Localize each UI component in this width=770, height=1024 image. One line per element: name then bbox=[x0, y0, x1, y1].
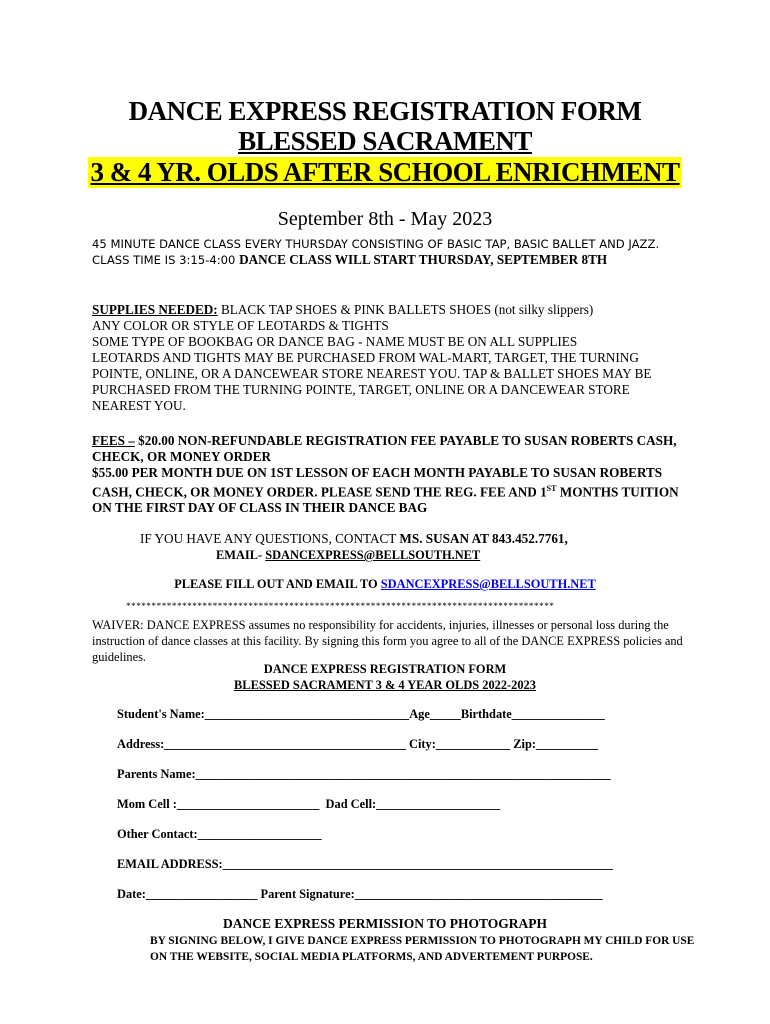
season-dates: September 8th - May 2023 bbox=[277, 208, 493, 230]
parents-name-field[interactable]: Parents Name:___________________________________________________________________ bbox=[117, 767, 611, 781]
form-title: DANCE EXPRESS REGISTRATION FORM bbox=[128, 96, 642, 126]
program-title: 3 & 4 YR. OLDS AFTER SCHOOL ENRICHMENT bbox=[90, 157, 680, 187]
fees-superscript: ST bbox=[546, 484, 557, 493]
supplies-line-1: BLACK TAP SHOES & PINK BALLETS SHOES (not silky slippers) bbox=[217, 302, 594, 317]
registration-form-subtitle: BLESSED SACRAMENT 3 & 4 YEAR OLDS 2022-2023 bbox=[234, 678, 536, 692]
contact-email-label: EMAIL- bbox=[216, 548, 266, 562]
contact-email: SDANCEXPRESS@BELLSOUTH.NET bbox=[265, 548, 481, 562]
contact-email-line bbox=[216, 547, 616, 563]
contact-prefix: IF YOU HAVE ANY QUESTIONS, CONTACT bbox=[140, 531, 400, 546]
date-signature-field[interactable]: Date:__________________ Parent Signature:________________________________________ bbox=[117, 887, 603, 901]
permission-text: BY SIGNING BELOW, I GIVE DANCE EXPRESS PERMISSION TO PHOTOGRAPH MY CHILD FOR USE ON THE WEBSITE, SOCIAL MEDIA PLATFORMS, AND ADVERTEMENT PURPOSE. bbox=[150, 935, 695, 963]
fees-line-2: $55.00 PER MONTH DUE ON 1ST LESSON OF EACH MONTH PAYABLE TO SUSAN ROBERTS CASH, CHECK, OR MONEY ORDER. PLEASE SEND THE REG. FEE AND 1 bbox=[92, 465, 663, 500]
fees-line-3: MONTHS TUITION ON THE FIRST DAY OF CLASS IN THEIR DANCE BAG bbox=[92, 484, 679, 516]
supplies-line-3: SOME TYPE OF BOOKBAG OR DANCE BAG - NAME MUST BE ON ALL SUPPLIES bbox=[92, 334, 578, 349]
intro-paragraph bbox=[92, 236, 682, 268]
supplies-line-4: LEOTARDS AND TIGHTS MAY BE PURCHASED FROM WAL-MART, TARGET, THE TURNING POINTE, ONLINE, OR A DANCEWEAR STORE NEAREST YOU. TAP & BALLET SHOES MAY BE PURCHASED FROM THE TURNING POINTE, TARGET, ONLINE OR A DANCEWEAR STORE NEAREST YOU. bbox=[92, 350, 652, 413]
fill-out-instruction bbox=[0, 577, 770, 592]
permission-title: DANCE EXPRESS PERMISSION TO PHOTOGRAPH bbox=[222, 916, 548, 931]
address-field[interactable]: Address:_______________________________________ City:____________ Zip:__________ bbox=[117, 737, 598, 751]
waiver-text: WAIVER: DANCE EXPRESS assumes no responsibility for accidents, injuries, illnesses or personal loss during the instruction of dance classes at this facility. By signing this form you agree to all of the DANCE EXPRESS policies and guidelines. bbox=[92, 618, 683, 664]
intro-start-date: DANCE CLASS WILL START THURSDAY, SEPTEMBER 8TH bbox=[239, 252, 608, 267]
contact-line bbox=[140, 531, 700, 547]
fill-out-prefix: PLEASE FILL OUT AND EMAIL TO bbox=[174, 577, 381, 591]
fees-section bbox=[92, 433, 682, 516]
student-name-field[interactable]: Student's Name:_________________________________Age_____Birthdate_______________ bbox=[117, 707, 605, 721]
email-link[interactable]: SDANCEXPRESS@BELLSOUTH.NET bbox=[380, 577, 596, 591]
other-contact-field[interactable]: Other Contact:____________________ bbox=[117, 827, 322, 841]
registration-form-title: DANCE EXPRESS REGISTRATION FORM bbox=[263, 662, 507, 676]
intro-text: 45 MINUTE DANCE CLASS EVERY THURSDAY CONSISTING OF BASIC TAP, BASIC BALLET AND JAZZ. CLASS TIME IS 3:15-4:00 bbox=[92, 237, 660, 267]
fees-label: FEES – bbox=[92, 433, 135, 448]
supplies-line-2: ANY COLOR OR STYLE OF LEOTARDS & TIGHTS bbox=[92, 318, 389, 333]
cell-phones-field[interactable]: Mom Cell :_______________________ Dad Cell:____________________ bbox=[117, 797, 501, 811]
contact-name-phone: MS. SUSAN AT 843.452.7761, bbox=[399, 531, 568, 546]
email-address-field[interactable]: EMAIL ADDRESS:_______________________________________________________________ bbox=[117, 857, 613, 871]
school-title: BLESSED SACRAMENT bbox=[238, 126, 532, 156]
program-title-wrap bbox=[0, 157, 770, 188]
fees-line-1: $20.00 NON-REFUNDABLE REGISTRATION FEE PAYABLE TO SUSAN ROBERTS CASH, CHECK, OR MONEY ORDER bbox=[92, 433, 677, 464]
separator-stars: ************************************************************************************ bbox=[126, 601, 555, 611]
supplies-section bbox=[92, 302, 682, 414]
supplies-label: SUPPLIES NEEDED: bbox=[92, 302, 218, 317]
